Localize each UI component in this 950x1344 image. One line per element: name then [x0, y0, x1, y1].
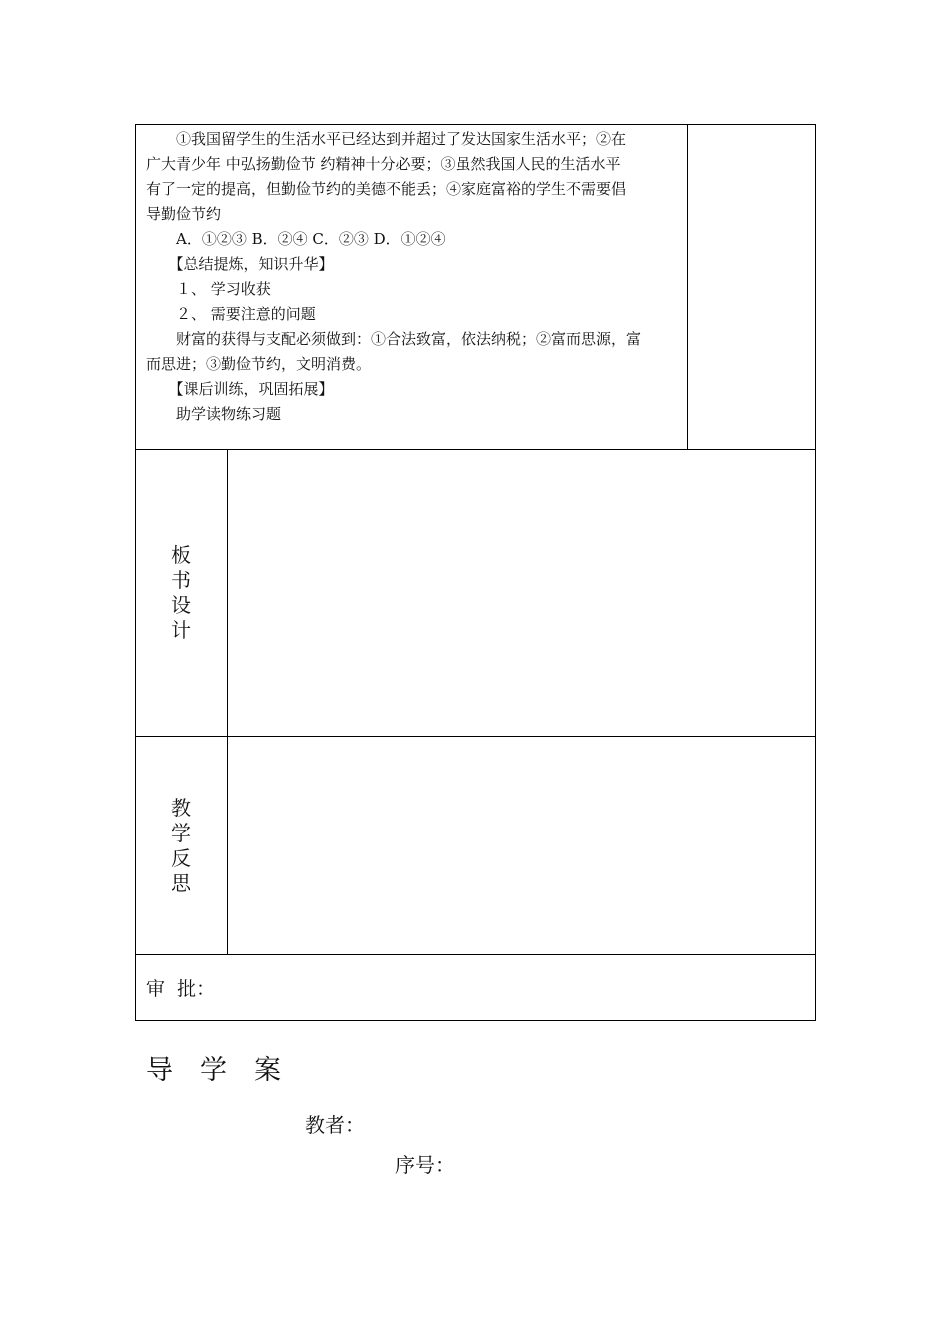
approval-label: 审 批：: [146, 978, 216, 1000]
page-title: 导 学 案: [146, 1055, 281, 1086]
teacher-label: 教者：: [305, 1113, 365, 1137]
board-design-label: 板 书 设 计: [171, 543, 191, 642]
table-border-top: [135, 124, 816, 125]
lesson-content: [146, 127, 686, 427]
top-row-column-divider: [687, 124, 688, 450]
table-border-bottom: [135, 1020, 816, 1021]
lesson-line: 有了一定的提高，但勤俭节约的美德不能丢；④家庭富裕的学生不需要倡: [146, 180, 627, 198]
row-divider-1: [135, 449, 816, 450]
row-divider-3: [135, 954, 816, 955]
sequence-label: 序号：: [395, 1153, 455, 1177]
section-heading-homework: 【课后训练，巩固拓展】: [146, 380, 334, 398]
lesson-line: 助学读物练习题: [146, 405, 282, 423]
teaching-reflection-label: 教 学 反 思: [171, 796, 191, 895]
lesson-line: 导勤俭节约: [146, 205, 222, 223]
lesson-line: ①我国留学生的生活水平已经达到并超过了发达国家生活水平；②在: [146, 130, 627, 148]
answer-options: A．①②③ B．②④ C．②③ D．①②④: [146, 230, 446, 248]
lesson-line: 广大青少年 中弘扬勤俭节 约精神十分必要；③虽然我国人民的生活水平: [146, 155, 621, 173]
row-divider-2: [135, 736, 816, 737]
lesson-line: 而思进；③勤俭节约，文明消费。: [146, 355, 372, 373]
table-border-right: [815, 124, 816, 1021]
label-column-divider: [227, 449, 228, 955]
lesson-line: 财富的获得与支配必须做到：①合法致富，依法纳税；②富而思源，富: [146, 330, 642, 348]
lesson-line: ２、 需要注意的问题: [146, 305, 316, 323]
section-heading-summary: 【总结提炼，知识升华】: [146, 255, 334, 273]
lesson-line: １、 学习收获: [146, 280, 271, 298]
